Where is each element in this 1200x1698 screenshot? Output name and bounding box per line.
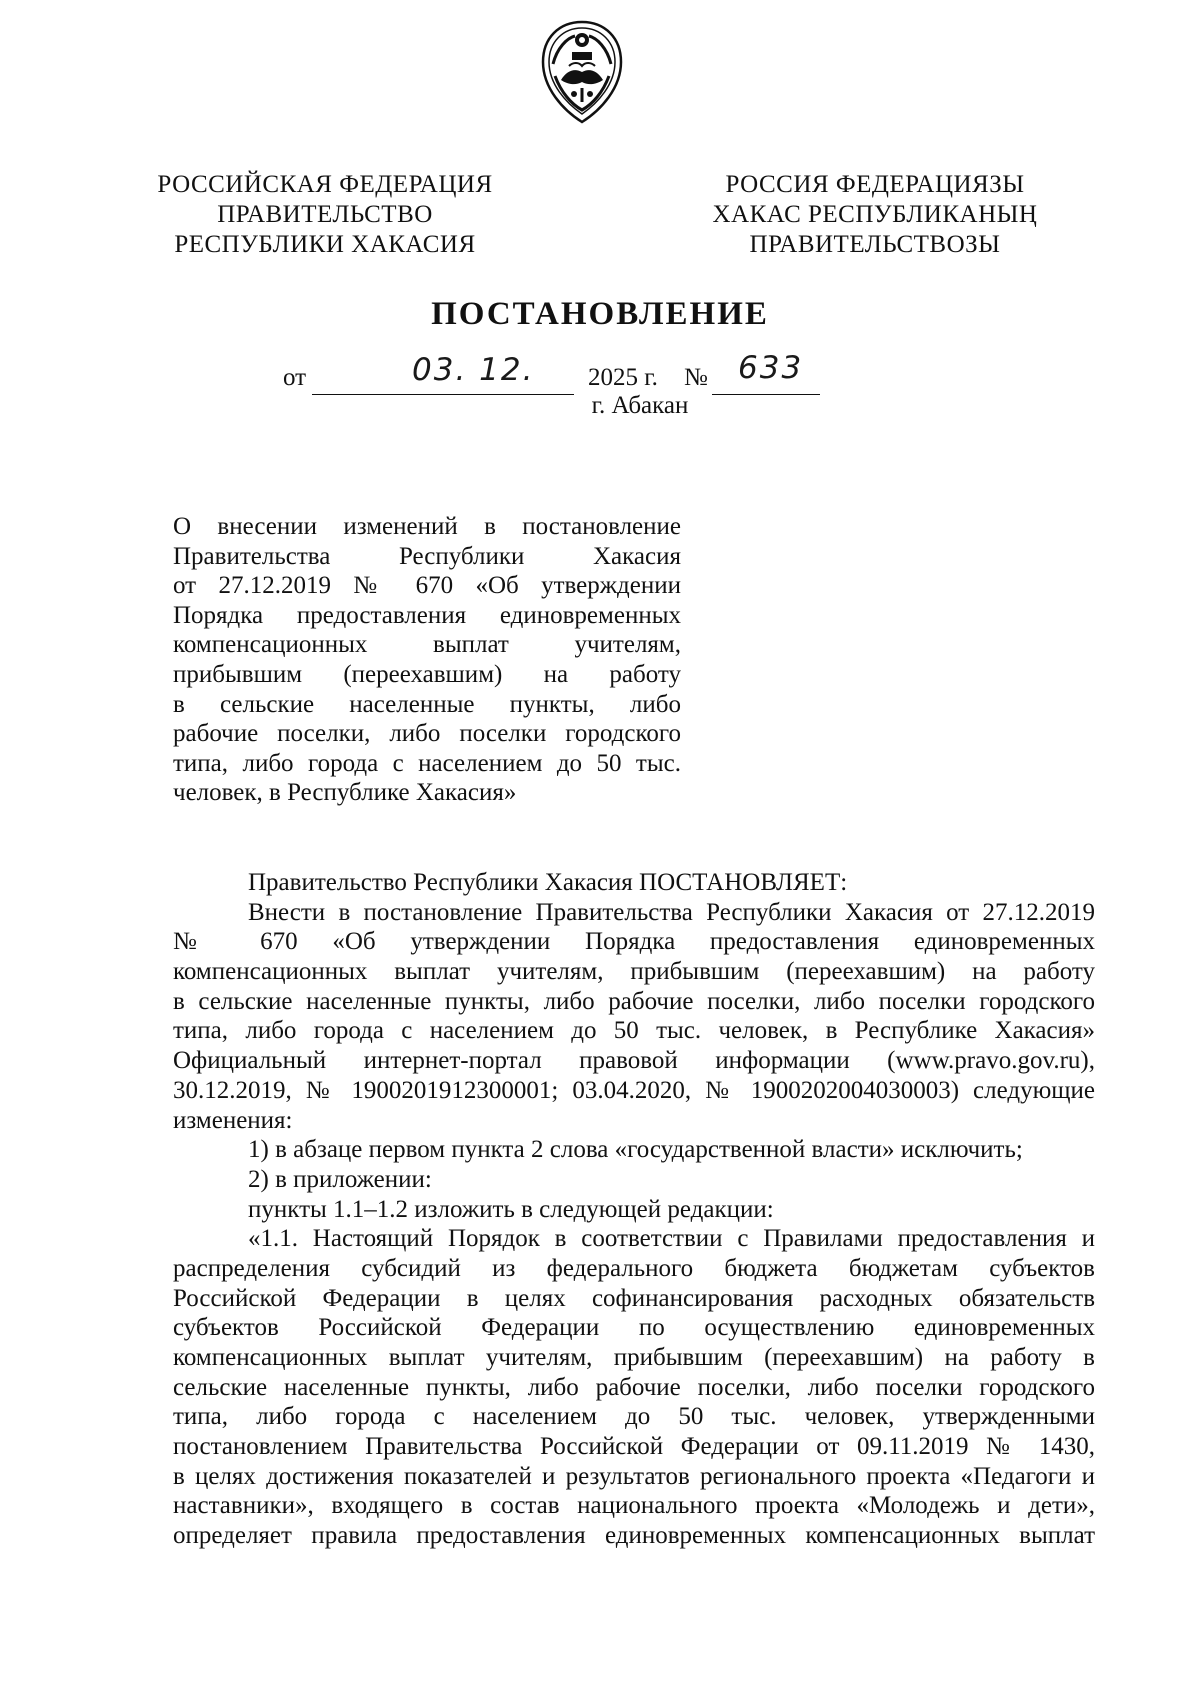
body-line: № 670 «Об утверждении Порядка предоставления единовременных xyxy=(173,928,1095,956)
handwritten-date: 03. 12. xyxy=(412,352,535,388)
body-line: в целях достижения показателей и результатов регионального проекта «Педагоги и xyxy=(173,1462,1095,1490)
body-line: определяет правила предоставления единовременных компенсационных выплат xyxy=(173,1522,1095,1550)
subject-line: типа, либо города с населением до 50 тыс. xyxy=(173,749,681,777)
subject-line: от 27.12.2019 № 670 «Об утверждении xyxy=(173,572,681,600)
header-left-line-1: РОССИЙСКАЯ ФЕДЕРАЦИЯ xyxy=(157,171,493,198)
from-label: от xyxy=(283,364,307,391)
year-label: 2025 г. xyxy=(588,364,658,391)
body-line: 2) в приложении: xyxy=(248,1165,432,1193)
document-body xyxy=(173,868,1095,1551)
body-line: Российской Федерации в целях софинансирования расходных обязательств xyxy=(173,1284,1095,1312)
body-line: 1) в абзаце первом пункта 2 слова «государственной власти» исключить; xyxy=(248,1136,1023,1164)
header-right-block xyxy=(690,170,1060,260)
subject-line: Порядка предоставления единовременных xyxy=(173,601,681,629)
body-line: типа, либо города с населением до 50 тыс. человек, утвержденными xyxy=(173,1403,1095,1431)
body-line: распределения субсидий из федерального бюджета бюджетам субъектов xyxy=(173,1254,1095,1282)
body-line: сельские населенные пункты, либо рабочие поселки, либо поселки городского xyxy=(173,1373,1095,1401)
header-left-block xyxy=(145,170,505,260)
body-line: компенсационных выплат учителям, прибывшим (переехавшим) на работу в xyxy=(173,1344,1095,1371)
body-line: типа, либо города с населением до 50 тыс. человек, в Республике Хакасия» xyxy=(173,1017,1095,1045)
body-line: Внести в постановление Правительства Республики Хакасия от 27.12.2019 xyxy=(248,898,1095,926)
body-line: 30.12.2019, № 1900201912300001; 03.04.2020, № 1900202004030003) следующие xyxy=(173,1076,1095,1104)
subject-line: прибывшим (переехавшим) на работу xyxy=(173,660,681,688)
body-line: субъектов Российской Федерации по осуществлению единовременных xyxy=(173,1314,1095,1342)
document-subject xyxy=(173,512,681,808)
body-line: «1.1. Настоящий Порядок в соответствии с Правилами предоставления и xyxy=(248,1225,1095,1253)
subject-line: человек, в Республике Хакасия» xyxy=(173,779,517,807)
subject-line: в сельские населенные пункты, либо xyxy=(173,690,681,718)
body-line: пункты 1.1–1.2 изложить в следующей редакции: xyxy=(248,1195,774,1223)
header-right-line-3: ПРАВИТЕЛЬСТВОЗЫ xyxy=(749,231,1001,258)
header-right-line-2: ХАКАС РЕСПУБЛИКАНЫҢ xyxy=(712,201,1038,228)
subject-line: Правительства Республики Хакасия xyxy=(173,542,681,570)
header-right-line-1: РОССИЯ ФЕДЕРАЦИЯЗЫ xyxy=(725,171,1025,198)
body-line: Правительство Республики Хакасия ПОСТАНОВЛЯЕТ: xyxy=(248,869,848,896)
coat-of-arms-emblem xyxy=(539,18,625,126)
body-line: наставники», входящего в состав национального проекта «Молодежь и дети», xyxy=(173,1492,1095,1520)
body-line: изменения: xyxy=(173,1106,293,1134)
subject-line: рабочие поселки, либо поселки городского xyxy=(173,720,681,748)
number-label: № xyxy=(684,364,708,391)
body-line: компенсационных выплат учителям, прибывшим (переехавшим) на работу xyxy=(173,958,1095,986)
document-title: ПОСТАНОВЛЕНИЕ xyxy=(431,296,769,332)
handwritten-number: 633 xyxy=(738,350,804,386)
city-label: г. Абакан xyxy=(591,392,689,419)
subject-line: О внесении изменений в постановление xyxy=(173,513,681,540)
header-left-line-2: ПРАВИТЕЛЬСТВО xyxy=(217,201,433,228)
body-line: в сельские населенные пункты, либо рабочие поселки, либо поселки городского xyxy=(173,987,1095,1015)
header-left-line-3: РЕСПУБЛИКИ ХАКАСИЯ xyxy=(174,231,476,258)
subject-line: компенсационных выплат учителям, xyxy=(173,631,681,659)
body-line: постановлением Правительства Российской Федерации от 09.11.2019 № 1430, xyxy=(173,1433,1095,1461)
body-line: Официальный интернет-портал правовой информации (www.pravo.gov.ru), xyxy=(173,1047,1095,1075)
